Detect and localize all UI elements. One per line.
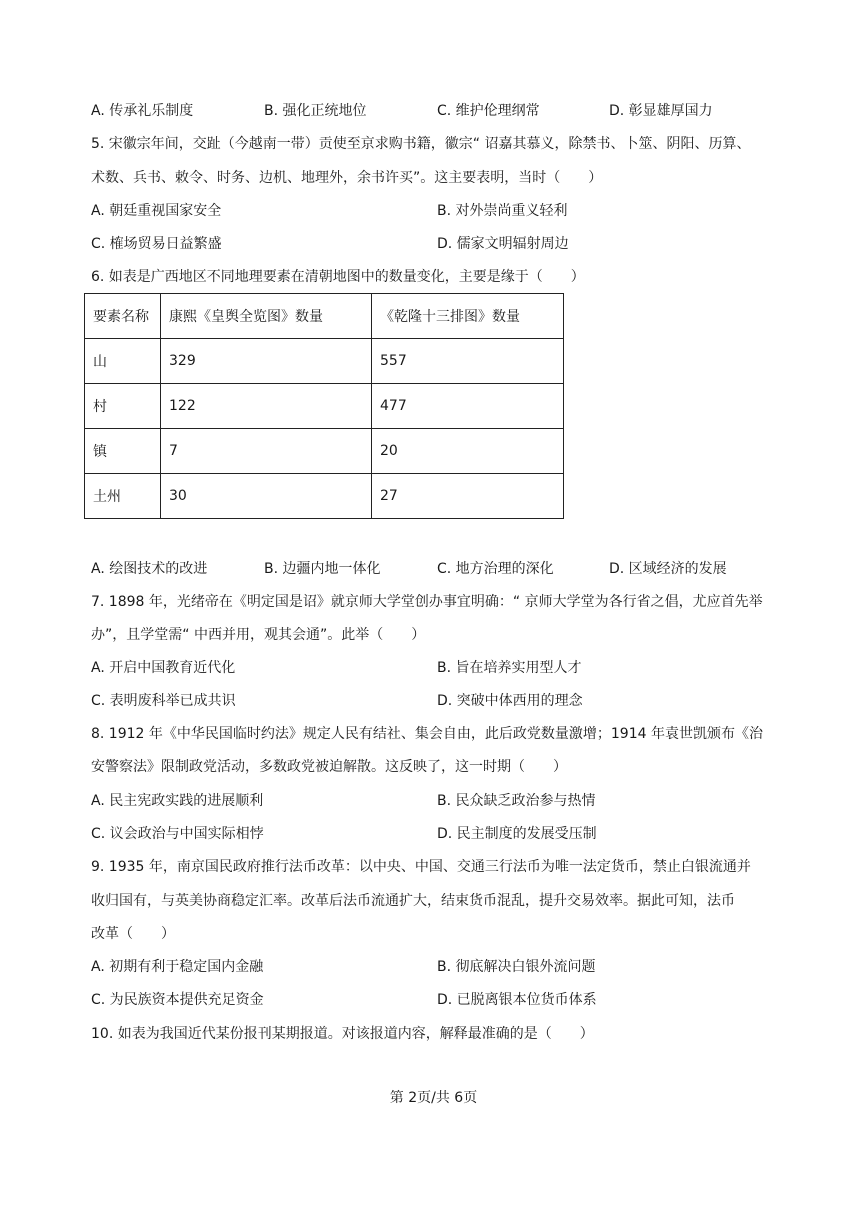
q6-table <box>84 293 564 519</box>
q8-option-d: D. 民主制度的发展受压制 <box>437 826 597 842</box>
q4-option-a: A. 传承礼乐制度 <box>91 103 194 119</box>
table-row <box>85 384 564 429</box>
q10-stem: 10. 如表为我国近代某份报刊某期报道。对该报道内容，解释最准确的是（ ） <box>91 1026 594 1042</box>
table-header-cell: 《乾隆十三排图》数量 <box>372 294 564 339</box>
q8-option-b: B. 民众缺乏政治参与热情 <box>437 793 596 809</box>
table-cell: 30 <box>161 474 372 519</box>
q9-stem-line-1: 9. 1935 年，南京国民政府推行法币改革：以中央、中国、交通三行法币为唯一法定货币，禁止白银流通并 <box>91 859 751 875</box>
q5-option-c: C. 榷场贸易日益繁盛 <box>91 236 222 252</box>
q6-option-b: B. 边疆内地一体化 <box>264 561 381 577</box>
q5-option-b: B. 对外崇尚重义轻利 <box>437 203 568 219</box>
q6-option-a: A. 绘图技术的改进 <box>91 561 208 577</box>
table-row <box>85 474 564 519</box>
table-row <box>85 429 564 474</box>
q8-stem-line-2: 安警察法》限制政党活动，多数政党被迫解散。这反映了，这一时期（ ） <box>91 759 567 775</box>
table-header-cell: 要素名称 <box>85 294 161 339</box>
q4-option-d: D. 彰显雄厚国力 <box>609 103 713 119</box>
table-header-row <box>85 294 564 339</box>
q7-option-a: A. 开启中国教育近代化 <box>91 660 236 676</box>
table-row <box>85 339 564 384</box>
q6-stem: 6. 如表是广西地区不同地理要素在清朝地图中的数量变化，主要是缘于（ ） <box>91 269 585 285</box>
q7-stem-line-1: 7. 1898 年，光绪帝在《明定国是诏》就京师大学堂创办事宜明确：“ 京师大学堂为各行省之倡，尤应首先举 <box>91 594 763 610</box>
q9-option-c: C. 为民族资本提供充足资金 <box>91 992 264 1008</box>
table-cell: 27 <box>372 474 564 519</box>
table-cell: 557 <box>372 339 564 384</box>
q6-option-d: D. 区域经济的发展 <box>609 561 727 577</box>
q5-stem-line-1: 5. 宋徽宗年间，交趾（今越南一带）贡使至京求购书籍，徽宗“ 诏嘉其慕义，除禁书、卜筮、阴阳、历算、 <box>91 136 751 152</box>
table-cell: 村 <box>85 384 161 429</box>
table-header-cell: 康熙《皇舆全览图》数量 <box>161 294 372 339</box>
q8-option-a: A. 民主宪政实践的进展顺利 <box>91 793 264 809</box>
q9-option-b: B. 彻底解决白银外流问题 <box>437 959 596 975</box>
q9-option-a: A. 初期有利于稳定国内金融 <box>91 959 264 975</box>
table-cell: 20 <box>372 429 564 474</box>
q9-stem-line-3: 改革（ ） <box>91 926 175 942</box>
q5-option-a: A. 朝廷重视国家安全 <box>91 203 222 219</box>
q8-option-c: C. 议会政治与中国实际相悖 <box>91 826 264 842</box>
q9-stem-line-2: 收归国有，与英美协商稳定汇率。改革后法币流通扩大，结束货币混乱，提升交易效率。据此可知，法币 <box>91 893 735 909</box>
q7-stem-line-2: 办”，且学堂需“ 中西并用，观其会通”。此举（ ） <box>91 627 426 643</box>
q6-option-c: C. 地方治理的深化 <box>437 561 554 577</box>
q5-option-d: D. 儒家文明辐射周边 <box>437 236 569 252</box>
q9-option-d: D. 已脱离银本位货币体系 <box>437 992 597 1008</box>
q5-stem-line-2: 术数、兵书、敕令、时务、边机、地理外，余书许买”。这主要表明，当时（ ） <box>91 170 603 186</box>
table-cell: 329 <box>161 339 372 384</box>
q4-option-b: B. 强化正统地位 <box>264 103 367 119</box>
q7-option-c: C. 表明废科举已成共识 <box>91 693 236 709</box>
page-number: 第 2页/共 6页 <box>389 1090 478 1106</box>
table-cell: 7 <box>161 429 372 474</box>
q4-option-c: C. 维护伦理纲常 <box>437 103 540 119</box>
table-cell: 122 <box>161 384 372 429</box>
q7-option-d: D. 突破中体西用的理念 <box>437 693 583 709</box>
table-cell: 477 <box>372 384 564 429</box>
table-cell: 镇 <box>85 429 161 474</box>
table-cell: 山 <box>85 339 161 384</box>
q8-stem-line-1: 8. 1912 年《中华民国临时约法》规定人民有结社、集会自由，此后政党数量激增；1914 年袁世凯颁布《治 <box>91 726 763 742</box>
q7-option-b: B. 旨在培养实用型人才 <box>437 660 582 676</box>
table-cell: 土州 <box>85 474 161 519</box>
